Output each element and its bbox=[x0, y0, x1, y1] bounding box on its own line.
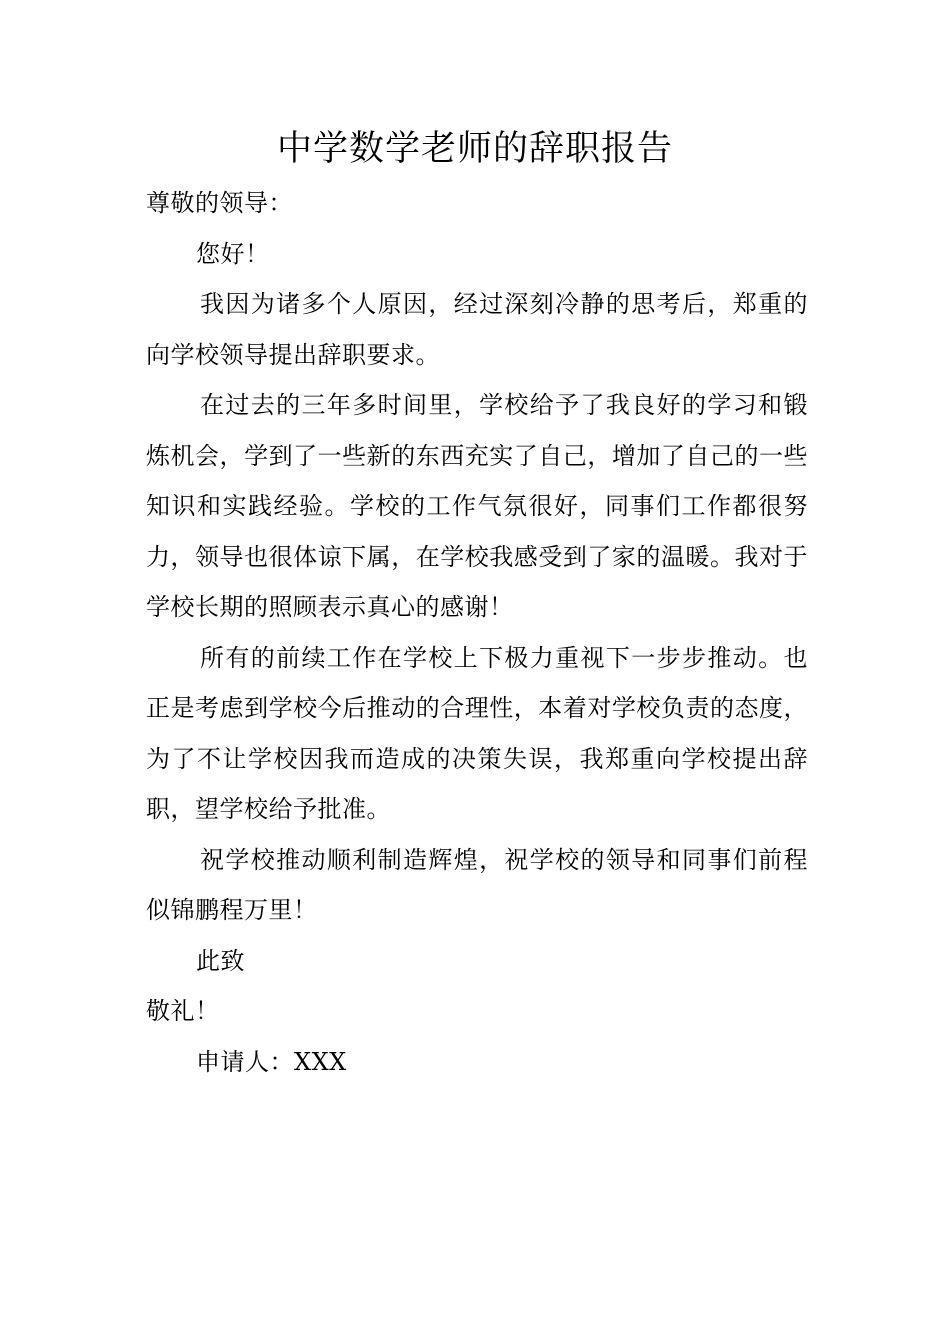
paragraph-2: 在过去的三年多时间里，学校给予了我良好的学习和锻炼机会，学到了一些新的东西充实了自己，增加了自己的一些知识和实践经验。学校的工作气氛很好，同事们工作都很努力，领导也很体谅下属，在学校我感受到了家的温暖。我对于学校长期的照顾表示真心的感谢！ bbox=[146, 391, 808, 621]
paragraph-4: 祝学校推动顺利制造辉煌，祝学校的领导和同事们前程似锦鹏程万里！ bbox=[146, 845, 808, 924]
paragraph-3: 所有的前续工作在学校上下极力重视下一步步推动。也正是考虑到学校今后推动的合理性，本着对学校负责的态度，为了不让学校因我而造成的决策失误，我郑重向学校提出辞职，望学校给予批准。 bbox=[146, 643, 808, 823]
paragraph-1: 我因为诸多个人原因，经过深刻冷静的思考后，郑重的向学校领导提出辞职要求。 bbox=[146, 290, 808, 369]
signature-line: 申请人：XXX bbox=[196, 1047, 347, 1076]
closing-line-2: 敬礼！ bbox=[146, 997, 220, 1025]
greeting: 您好！ bbox=[196, 239, 270, 268]
document-body bbox=[146, 178, 808, 1087]
salutation: 尊敬的领导： bbox=[146, 189, 293, 217]
document-title: 中学数学老师的辞职报告 bbox=[276, 129, 673, 169]
closing-line-1: 此致 bbox=[196, 946, 245, 975]
